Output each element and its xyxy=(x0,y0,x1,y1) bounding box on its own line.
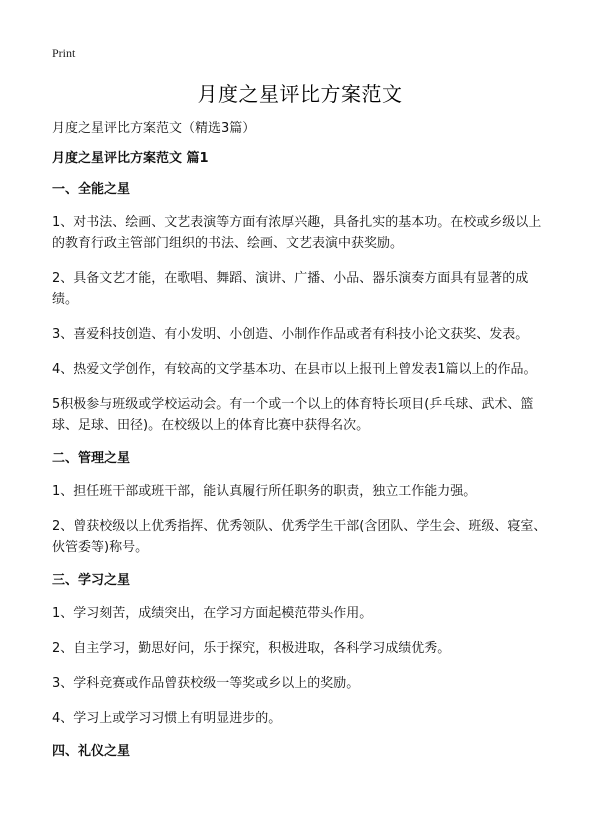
paragraph: 3、学科竞赛或作品曾获校级一等奖或乡以上的奖励。 xyxy=(52,676,360,691)
paragraph: 3、喜爱科技创造、有小发明、小创造、小制作作品或者有科技小论文获奖、发表。 xyxy=(52,327,529,342)
article-heading: 月度之星评比方案范文 篇1 xyxy=(52,151,209,166)
paragraph: 4、学习上或学习习惯上有明显进步的。 xyxy=(52,711,282,726)
paragraph: 2、自主学习，勤思好问，乐于探究，积极进取，各科学习成绩优秀。 xyxy=(52,641,451,656)
section-heading-study-star: 三、学习之星 xyxy=(52,573,131,588)
paragraph: 1、对书法、绘画、文艺表演等方面有浓厚兴趣，具备扎实的基本功。在校或乡级以上的教育行政主管部门组织的书法、绘画、文艺表演中获奖励。 xyxy=(52,215,542,251)
paragraph: 4、热爱文学创作，有较高的文学基本功、在县市以上报刊上曾发表1篇以上的作品。 xyxy=(52,362,537,377)
paragraph: 2、具备文艺才能，在歌唱、舞蹈、演讲、广播、小品、器乐演奏方面具有显著的成绩。 xyxy=(52,271,529,307)
print-link[interactable]: Print xyxy=(52,46,76,60)
document-subtitle: 月度之星评比方案范文（精选3篇） xyxy=(52,121,256,136)
paragraph: 2、曾获校级以上优秀指挥、优秀领队、优秀学生干部(含团队、学生会、班级、寝室、伙管委等)称号。 xyxy=(52,519,547,555)
document-body xyxy=(52,120,548,774)
section-heading-all-round-star: 一、全能之星 xyxy=(52,182,131,197)
paragraph: 5积极参与班级或学校运动会。有一个或一个以上的体育特长项目(乒乓球、武术、篮球、足球、田径)。在校级以上的体育比赛中获得名次。 xyxy=(52,397,534,433)
section-heading-management-star: 二、管理之星 xyxy=(52,451,131,466)
paragraph: 1、担任班干部或班干部，能认真履行所任职务的职责，独立工作能力强。 xyxy=(52,484,477,499)
paragraph: 1、学习刻苦，成绩突出，在学习方面起模范带头作用。 xyxy=(52,606,373,621)
page-title: 月度之星评比方案范文 xyxy=(197,82,403,106)
section-heading-etiquette-star: 四、礼仪之星 xyxy=(52,744,131,759)
